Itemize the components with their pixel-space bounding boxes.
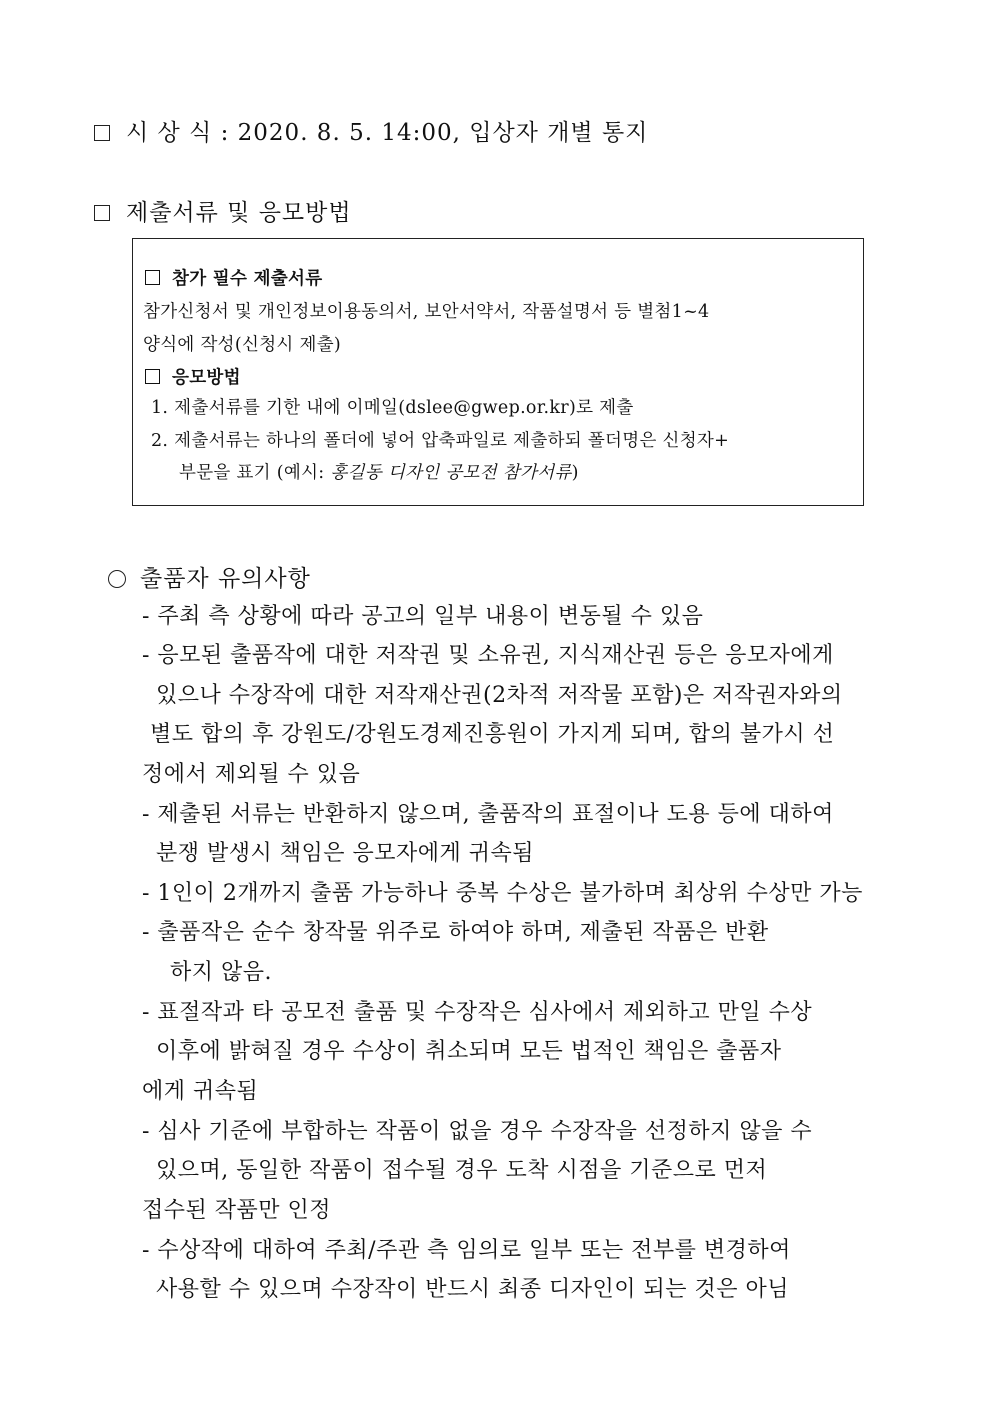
method-item-2-line-2 <box>179 459 579 484</box>
note-line: - 응모된 출품작에 대한 저작권 및 소유권, 지식재산권 등은 응모자에게 <box>142 643 834 668</box>
circle-bullet-icon <box>108 570 126 588</box>
note-line: - 제출된 서류는 반환하지 않으며, 출품작의 표절이나 도용 등에 대하여 <box>142 802 834 827</box>
note-line: - 1인이 2개까지 출품 가능하나 중복 수상은 불가하며 최상위 수상만 가능 <box>142 881 863 906</box>
required-line-1: 참가신청서 및 개인정보이용동의서, 보안서약서, 작품설명서 등 별첨1~4 <box>143 302 710 322</box>
notes-heading <box>108 560 311 593</box>
method-item-2-line-1: 2. 제출서류는 하나의 폴더에 넣어 압축파일로 제출하되 폴더명은 신청자+ <box>151 431 730 451</box>
method-title <box>145 364 241 389</box>
note-line: 분쟁 발생시 책임은 응모자에게 귀속됨 <box>156 841 535 866</box>
note-line: 정에서 제외될 수 있음 <box>142 762 361 787</box>
method-item-1: 1. 제출서류를 기한 내에 이메일(dslee@gwep.or.kr)로 제출 <box>151 398 634 418</box>
note-line: - 수상작에 대하여 주최/주관 측 임의로 일부 또는 전부를 변경하여 <box>142 1238 791 1263</box>
example-text: 홍길동 디자인 공모전 참가서류 <box>330 463 572 483</box>
note-line: - 심사 기준에 부합하는 작품이 없을 경우 수장작을 선정하지 않을 수 <box>142 1119 813 1144</box>
note-line: 별도 합의 후 강원도/강원도경제진흥원이 가지게 되며, 합의 불가시 선 <box>150 722 835 747</box>
ceremony-detail: 2020. 8. 5. 14:00, 입상자 개별 통지 <box>237 120 649 146</box>
checkbox-icon <box>145 270 160 285</box>
note-line: - 주최 측 상황에 따라 공고의 일부 내용이 변동될 수 있음 <box>142 604 704 629</box>
note-line: 있으며, 동일한 작품이 접수될 경우 도착 시점을 기준으로 먼저 <box>156 1158 768 1183</box>
submission-heading <box>94 194 352 227</box>
checkbox-icon <box>145 369 160 384</box>
note-line: 에게 귀속됨 <box>142 1079 259 1104</box>
submission-box <box>132 238 864 506</box>
ceremony-line <box>94 114 648 147</box>
required-title-text: 참가 필수 제출서류 <box>172 269 323 289</box>
note-line: 접수된 작품만 인정 <box>142 1198 332 1223</box>
notes-heading-text: 출품자 유의사항 <box>140 566 311 592</box>
required-line-2: 양식에 작성(신청시 제출) <box>143 335 342 355</box>
note-line: 있으나 수장작에 대한 저작재산권(2차적 저작물 포함)은 저작권자와의 <box>156 683 843 708</box>
example-suffix: ) <box>571 463 579 483</box>
submission-heading-text: 제출서류 및 응모방법 <box>126 200 352 226</box>
checkbox-icon <box>94 205 110 221</box>
note-line: - 표절작과 타 공모전 출품 및 수장작은 심사에서 제외하고 만일 수상 <box>142 1000 813 1025</box>
checkbox-icon <box>94 125 110 141</box>
required-title <box>145 265 322 290</box>
note-line: 사용할 수 있으며 수장작이 반드시 최종 디자인이 되는 것은 아님 <box>156 1277 789 1302</box>
method-title-text: 응모방법 <box>172 368 241 388</box>
ceremony-label: 시 상 식 : <box>126 120 230 146</box>
note-line: 이후에 밝혀질 경우 수상이 취소되며 모든 법적인 책임은 출품자 <box>156 1039 782 1064</box>
note-line: - 출품작은 순수 창작물 위주로 하여야 하며, 제출된 작품은 반환 <box>142 920 769 945</box>
note-line: 하지 않음. <box>170 960 272 985</box>
example-prefix: 부문을 표기 (예시: <box>179 463 331 483</box>
